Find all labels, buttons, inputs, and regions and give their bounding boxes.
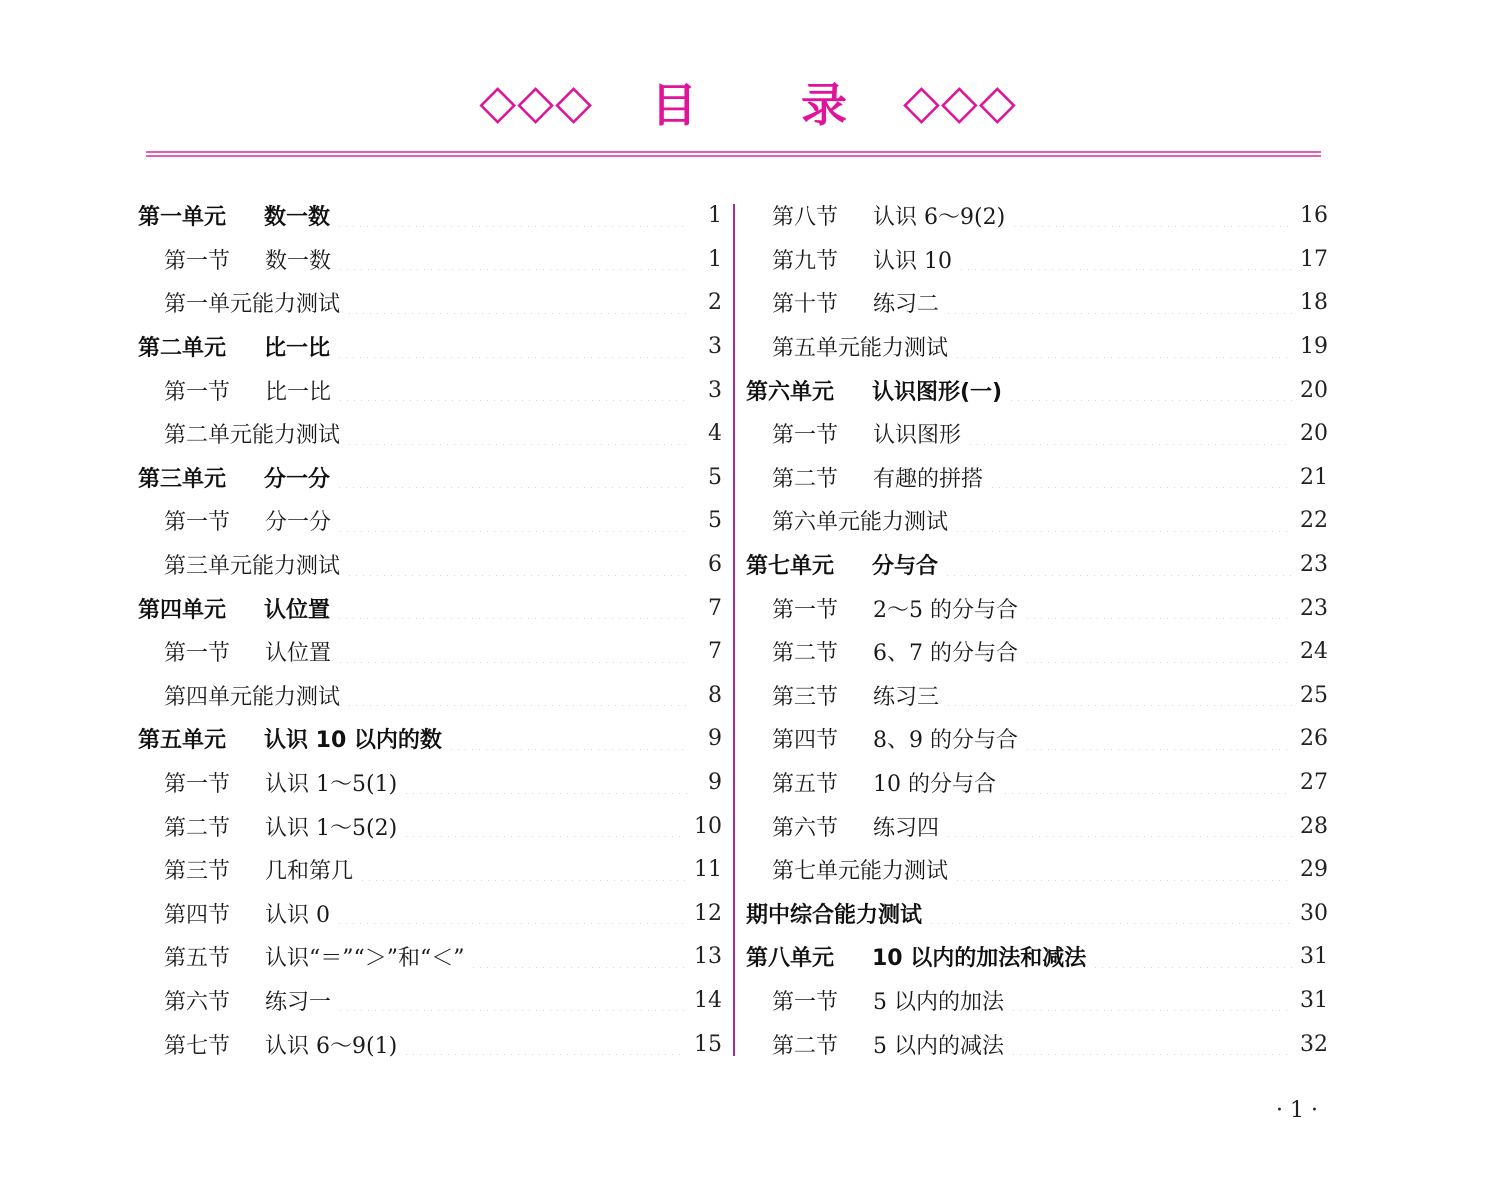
toc-entry-title: 期中综合能力测试 xyxy=(746,902,923,928)
toc-entry-number: 第七节 xyxy=(164,1033,231,1059)
dot-leader xyxy=(967,423,1292,445)
toc-entry-page: 19 xyxy=(1300,334,1328,360)
toc-entry-title: 几和第几 xyxy=(265,859,354,885)
dot-leader xyxy=(336,902,686,924)
toc-entry-label xyxy=(772,985,1004,1016)
dot-leader xyxy=(359,859,686,881)
toc-entry-page: 8 xyxy=(708,682,722,708)
toc-entry-title: 5 以内的减法 xyxy=(873,1033,1004,1059)
dot-leader xyxy=(346,292,688,314)
toc-entry-title: 分与合 xyxy=(872,554,939,580)
dot-leader xyxy=(403,1033,686,1055)
toc-entry-number: 第一单元 xyxy=(138,205,227,231)
toc-entry-page: 22 xyxy=(1300,508,1328,534)
toc-entry-page: 29 xyxy=(1300,857,1328,883)
toc-entry-label xyxy=(164,811,397,842)
toc-entry-page: 32 xyxy=(1300,1031,1328,1057)
toc-entry-label xyxy=(164,505,331,536)
toc-entry-label xyxy=(772,505,948,536)
toc-entry-page: 26 xyxy=(1300,726,1328,752)
toc-entry-page: 6 xyxy=(708,552,722,578)
toc-entry-label xyxy=(772,680,939,711)
toc-entry[interactable] xyxy=(746,761,1328,805)
toc-entry-number: 第四单元 xyxy=(138,597,227,623)
toc-entry-page: 20 xyxy=(1300,377,1328,403)
toc-entry-title: 数一数 xyxy=(265,248,332,274)
dot-leader xyxy=(337,248,688,270)
toc-entry[interactable] xyxy=(138,412,722,456)
toc-entry-label xyxy=(772,593,1018,624)
toc-entry-page: 27 xyxy=(1300,770,1328,796)
page-number: · 1 · xyxy=(1276,1098,1318,1123)
toc-entry[interactable] xyxy=(138,325,722,369)
toc-entry-page: 1 xyxy=(708,246,722,272)
toc-entry-label xyxy=(746,941,1086,972)
toc-entry-label xyxy=(164,549,340,580)
diamond-ornament-left-icon: ◇◇◇ xyxy=(479,74,593,130)
dot-leader xyxy=(928,902,1292,924)
toc-entry-title: 第四单元能力测试 xyxy=(164,684,341,710)
toc-entry-page: 7 xyxy=(708,595,722,621)
toc-entry-number: 第二节 xyxy=(164,815,231,841)
toc-entry-page: 21 xyxy=(1300,464,1328,490)
toc-entry-title: 第一单元能力测试 xyxy=(164,292,341,318)
toc-entry-title: 认识 6～9(2) xyxy=(873,205,1006,231)
toc-entry-label xyxy=(164,1029,397,1060)
title-char-lu: 录 xyxy=(801,78,847,132)
dot-leader xyxy=(337,379,688,401)
toc-entry[interactable] xyxy=(746,281,1328,325)
dot-leader xyxy=(944,554,1292,576)
title-char-mu: 目 xyxy=(651,78,697,132)
toc-entry-title: 第六单元能力测试 xyxy=(772,510,949,536)
toc-entry[interactable] xyxy=(138,935,722,979)
dot-leader xyxy=(336,205,688,227)
dot-leader xyxy=(954,336,1292,358)
toc-entry-number: 第一节 xyxy=(164,641,231,667)
toc-entry-label xyxy=(772,636,1018,667)
toc-entry-number: 第一节 xyxy=(772,423,839,449)
dot-leader xyxy=(1024,641,1292,663)
toc-entry-label xyxy=(772,723,1018,754)
toc-entry-title: 认识 10 以内的数 xyxy=(264,728,442,754)
toc-entry-label xyxy=(772,767,996,798)
toc-entry-title: 练习四 xyxy=(873,815,940,841)
toc-entry-title: 5 以内的加法 xyxy=(873,989,1004,1015)
toc-entry-number: 第五节 xyxy=(164,946,231,972)
toc-column-left xyxy=(138,194,722,1066)
toc-column-right xyxy=(746,194,1328,1066)
toc-entry[interactable] xyxy=(746,804,1328,848)
toc-entry-page: 9 xyxy=(708,770,722,796)
column-divider xyxy=(733,204,735,1056)
toc-entry-page: 18 xyxy=(1300,290,1328,316)
dot-leader xyxy=(989,466,1292,488)
toc-entry[interactable] xyxy=(138,892,722,936)
toc-entry-title: 数一数 xyxy=(264,205,331,231)
toc-entry-label xyxy=(772,462,983,493)
toc-entry-number: 第一节 xyxy=(164,248,231,274)
toc-entry-title: 练习二 xyxy=(873,292,940,318)
toc-entry-label xyxy=(164,418,340,449)
toc-entry-label xyxy=(772,418,961,449)
toc-entry-page: 5 xyxy=(708,464,722,490)
toc-entry-page: 13 xyxy=(694,944,722,970)
toc-entry-label xyxy=(772,244,952,275)
toc-entry[interactable] xyxy=(746,1022,1328,1066)
toc-entry-page: 4 xyxy=(708,421,722,447)
toc-entry-number: 第二节 xyxy=(772,466,839,492)
dot-leader xyxy=(337,989,686,1011)
toc-entry-title: 10 的分与合 xyxy=(873,772,996,798)
toc-entry-number: 第三单元 xyxy=(138,466,227,492)
dot-leader xyxy=(1010,989,1292,1011)
toc-entry-title: 认识“＝”“＞”和“＜” xyxy=(265,946,465,972)
dot-leader xyxy=(470,946,686,968)
toc-entry-title: 练习三 xyxy=(873,684,940,710)
toc-entry-label xyxy=(772,287,939,318)
dot-leader xyxy=(1010,1033,1292,1055)
toc-entry[interactable] xyxy=(138,368,722,412)
toc-entry-label xyxy=(772,1029,1004,1060)
toc-entry[interactable] xyxy=(746,456,1328,500)
dot-leader xyxy=(958,248,1292,270)
toc-entry[interactable] xyxy=(138,586,722,630)
toc-entry-page: 9 xyxy=(708,726,722,752)
toc-entry[interactable] xyxy=(138,499,722,543)
toc-entry-title: 分一分 xyxy=(264,466,331,492)
toc-entry-number: 第五节 xyxy=(772,772,839,798)
toc-entry-page: 16 xyxy=(1300,203,1328,229)
toc-entry[interactable] xyxy=(138,674,722,718)
dot-leader xyxy=(954,510,1292,532)
toc-entry[interactable] xyxy=(746,979,1328,1023)
toc-entry[interactable] xyxy=(746,892,1328,936)
toc-entry-number: 第八单元 xyxy=(746,946,835,972)
dot-leader xyxy=(1024,597,1292,619)
toc-entry-number: 第三节 xyxy=(164,859,231,885)
toc-entry-number: 第六节 xyxy=(164,989,231,1015)
toc-entry[interactable] xyxy=(746,674,1328,718)
toc-entry-label xyxy=(138,331,330,362)
toc-entry-label xyxy=(164,244,331,275)
toc-entry-label xyxy=(772,200,1005,231)
dot-leader xyxy=(346,423,688,445)
toc-entry-title: 比一比 xyxy=(265,379,332,405)
toc-entry[interactable] xyxy=(138,543,722,587)
toc-entry-page: 25 xyxy=(1300,682,1328,708)
toc-entry-page: 17 xyxy=(1300,246,1328,272)
toc-entry-number: 第一节 xyxy=(772,989,839,1015)
toc-entry-page: 7 xyxy=(708,639,722,665)
toc-entry-title: 认识 6～9(1) xyxy=(265,1033,398,1059)
toc-entry-title: 第三单元能力测试 xyxy=(164,554,341,580)
dot-leader xyxy=(346,684,688,706)
toc-entry[interactable] xyxy=(746,717,1328,761)
dot-leader xyxy=(1011,205,1292,227)
toc-entry-number: 第二节 xyxy=(772,1033,839,1059)
toc-entry-title: 第七单元能力测试 xyxy=(772,859,949,885)
toc-entry[interactable] xyxy=(746,238,1328,282)
toc-entry-number: 第六节 xyxy=(772,815,839,841)
toc-entry[interactable] xyxy=(138,761,722,805)
toc-entry-number: 第三节 xyxy=(772,684,839,710)
toc-entry[interactable] xyxy=(138,717,722,761)
toc-entry-label xyxy=(746,375,1002,406)
dot-leader xyxy=(448,728,688,750)
toc-entry-page: 31 xyxy=(1300,944,1328,970)
toc-entry-label xyxy=(138,200,330,231)
toc-entry-page: 10 xyxy=(694,813,722,839)
toc-entry-number: 第八节 xyxy=(772,205,839,231)
toc-entry-label xyxy=(746,898,922,929)
toc-entry[interactable] xyxy=(138,848,722,892)
toc-entry-number: 第四节 xyxy=(772,728,839,754)
toc-entry-title: 认识 1～5(1) xyxy=(265,772,398,798)
toc-entry-page: 30 xyxy=(1300,900,1328,926)
toc-entry[interactable] xyxy=(138,979,722,1023)
toc-entry-title: 比一比 xyxy=(264,336,331,362)
toc-entry-title: 认位置 xyxy=(264,597,331,623)
toc-entry-title: 分一分 xyxy=(265,510,332,536)
toc-entry-number: 第一节 xyxy=(164,510,231,536)
toc-entry-number: 第十节 xyxy=(772,292,839,318)
dot-leader xyxy=(1002,772,1292,794)
toc-entry[interactable] xyxy=(746,194,1328,238)
dot-leader xyxy=(945,684,1292,706)
toc-entry-page: 23 xyxy=(1300,595,1328,621)
toc-entry-title: 认识图形 xyxy=(873,423,962,449)
toc-entry-title: 认识 0 xyxy=(265,902,330,928)
toc-entry[interactable] xyxy=(746,325,1328,369)
dot-leader xyxy=(954,859,1292,881)
dot-leader xyxy=(945,292,1292,314)
dot-leader xyxy=(403,815,686,837)
toc-entry-page: 2 xyxy=(708,290,722,316)
toc-entry[interactable] xyxy=(746,586,1328,630)
toc-entry-label xyxy=(164,941,464,972)
dot-leader xyxy=(336,466,688,488)
toc-entry-title: 认识 10 xyxy=(873,248,952,274)
toc-entry[interactable] xyxy=(746,499,1328,543)
toc-entry-number: 第一节 xyxy=(164,772,231,798)
toc-entry-title: 10 以内的加法和减法 xyxy=(872,946,1087,972)
dot-leader xyxy=(346,554,688,576)
toc-entry[interactable] xyxy=(746,935,1328,979)
dot-leader xyxy=(403,772,688,794)
toc-entry-title: 认识图形(一) xyxy=(872,379,1003,405)
toc-entry-title: 认识 1～5(2) xyxy=(265,815,398,841)
toc-entry-page: 3 xyxy=(708,377,722,403)
toc-entry-page: 3 xyxy=(708,334,722,360)
toc-entry-page: 24 xyxy=(1300,639,1328,665)
toc-entry[interactable] xyxy=(746,543,1328,587)
toc-entry[interactable] xyxy=(746,412,1328,456)
toc-entry-title: 有趣的拼搭 xyxy=(873,466,984,492)
toc-entry-label xyxy=(164,287,340,318)
dot-leader xyxy=(336,336,688,358)
toc-entry-title: 2～5 的分与合 xyxy=(873,597,1018,623)
toc-entry-label xyxy=(164,636,331,667)
toc-entry-label xyxy=(772,811,939,842)
toc-entry-label xyxy=(164,375,331,406)
toc-entry-label xyxy=(164,985,331,1016)
toc-entry-number: 第六单元 xyxy=(746,379,835,405)
toc-entry-page: 11 xyxy=(694,857,722,883)
toc-entry-page: 31 xyxy=(1300,987,1328,1013)
toc-entry-label xyxy=(164,854,353,885)
dot-leader xyxy=(1024,728,1292,750)
toc-entry[interactable] xyxy=(138,238,722,282)
toc-entry-title: 认位置 xyxy=(265,641,332,667)
toc-entry[interactable] xyxy=(746,368,1328,412)
toc-entry-title: 第二单元能力测试 xyxy=(164,423,341,449)
toc-entry[interactable] xyxy=(138,281,722,325)
toc-entry-number: 第一节 xyxy=(772,597,839,623)
toc-entry-label xyxy=(164,767,397,798)
title-rule-bottom xyxy=(146,155,1321,157)
toc-entry-number: 第四节 xyxy=(164,902,231,928)
toc-entry[interactable] xyxy=(138,456,722,500)
toc-entry[interactable] xyxy=(746,630,1328,674)
toc-entry-number: 第一节 xyxy=(164,379,231,405)
dot-leader xyxy=(1008,379,1292,401)
toc-entry-title: 练习一 xyxy=(265,989,332,1015)
toc-entry-page: 12 xyxy=(694,900,722,926)
toc-entry-label xyxy=(164,898,330,929)
dot-leader xyxy=(337,510,688,532)
toc-entry-page: 20 xyxy=(1300,421,1328,447)
toc-entry[interactable] xyxy=(138,194,722,238)
toc-entry[interactable] xyxy=(746,848,1328,892)
toc-entry-page: 5 xyxy=(708,508,722,534)
toc-entry-number: 第九节 xyxy=(772,248,839,274)
toc-entry-page: 28 xyxy=(1300,813,1328,839)
toc-title xyxy=(0,62,1496,142)
dot-leader xyxy=(337,641,688,663)
toc-entry-label xyxy=(772,854,948,885)
toc-entry-number: 第二节 xyxy=(772,641,839,667)
dot-leader xyxy=(945,815,1292,837)
toc-entry-label xyxy=(164,680,340,711)
toc-entry-title: 第五单元能力测试 xyxy=(772,336,949,362)
toc-entry-number: 第五单元 xyxy=(138,728,227,754)
dot-leader xyxy=(1092,946,1292,968)
dot-leader xyxy=(336,597,688,619)
diamond-ornament-right-icon: ◇◇◇ xyxy=(903,74,1017,130)
toc-entry-number: 第七单元 xyxy=(746,554,835,580)
toc-entry[interactable] xyxy=(138,804,722,848)
toc-entry-label xyxy=(138,593,330,624)
toc-entry-label xyxy=(746,549,938,580)
toc-entry-page: 15 xyxy=(694,1031,722,1057)
toc-entry-label xyxy=(772,331,948,362)
toc-entry-title: 6、7 的分与合 xyxy=(873,641,1018,667)
toc-entry-label xyxy=(138,462,330,493)
toc-entry-number: 第二单元 xyxy=(138,336,227,362)
title-rule-top xyxy=(146,151,1321,153)
toc-entry-page: 14 xyxy=(694,987,722,1013)
toc-entry-label xyxy=(138,723,442,754)
toc-entry[interactable] xyxy=(138,1022,722,1066)
toc-entry-title: 8、9 的分与合 xyxy=(873,728,1018,754)
toc-entry-page: 23 xyxy=(1300,552,1328,578)
toc-entry[interactable] xyxy=(138,630,722,674)
toc-entry-page: 1 xyxy=(708,203,722,229)
